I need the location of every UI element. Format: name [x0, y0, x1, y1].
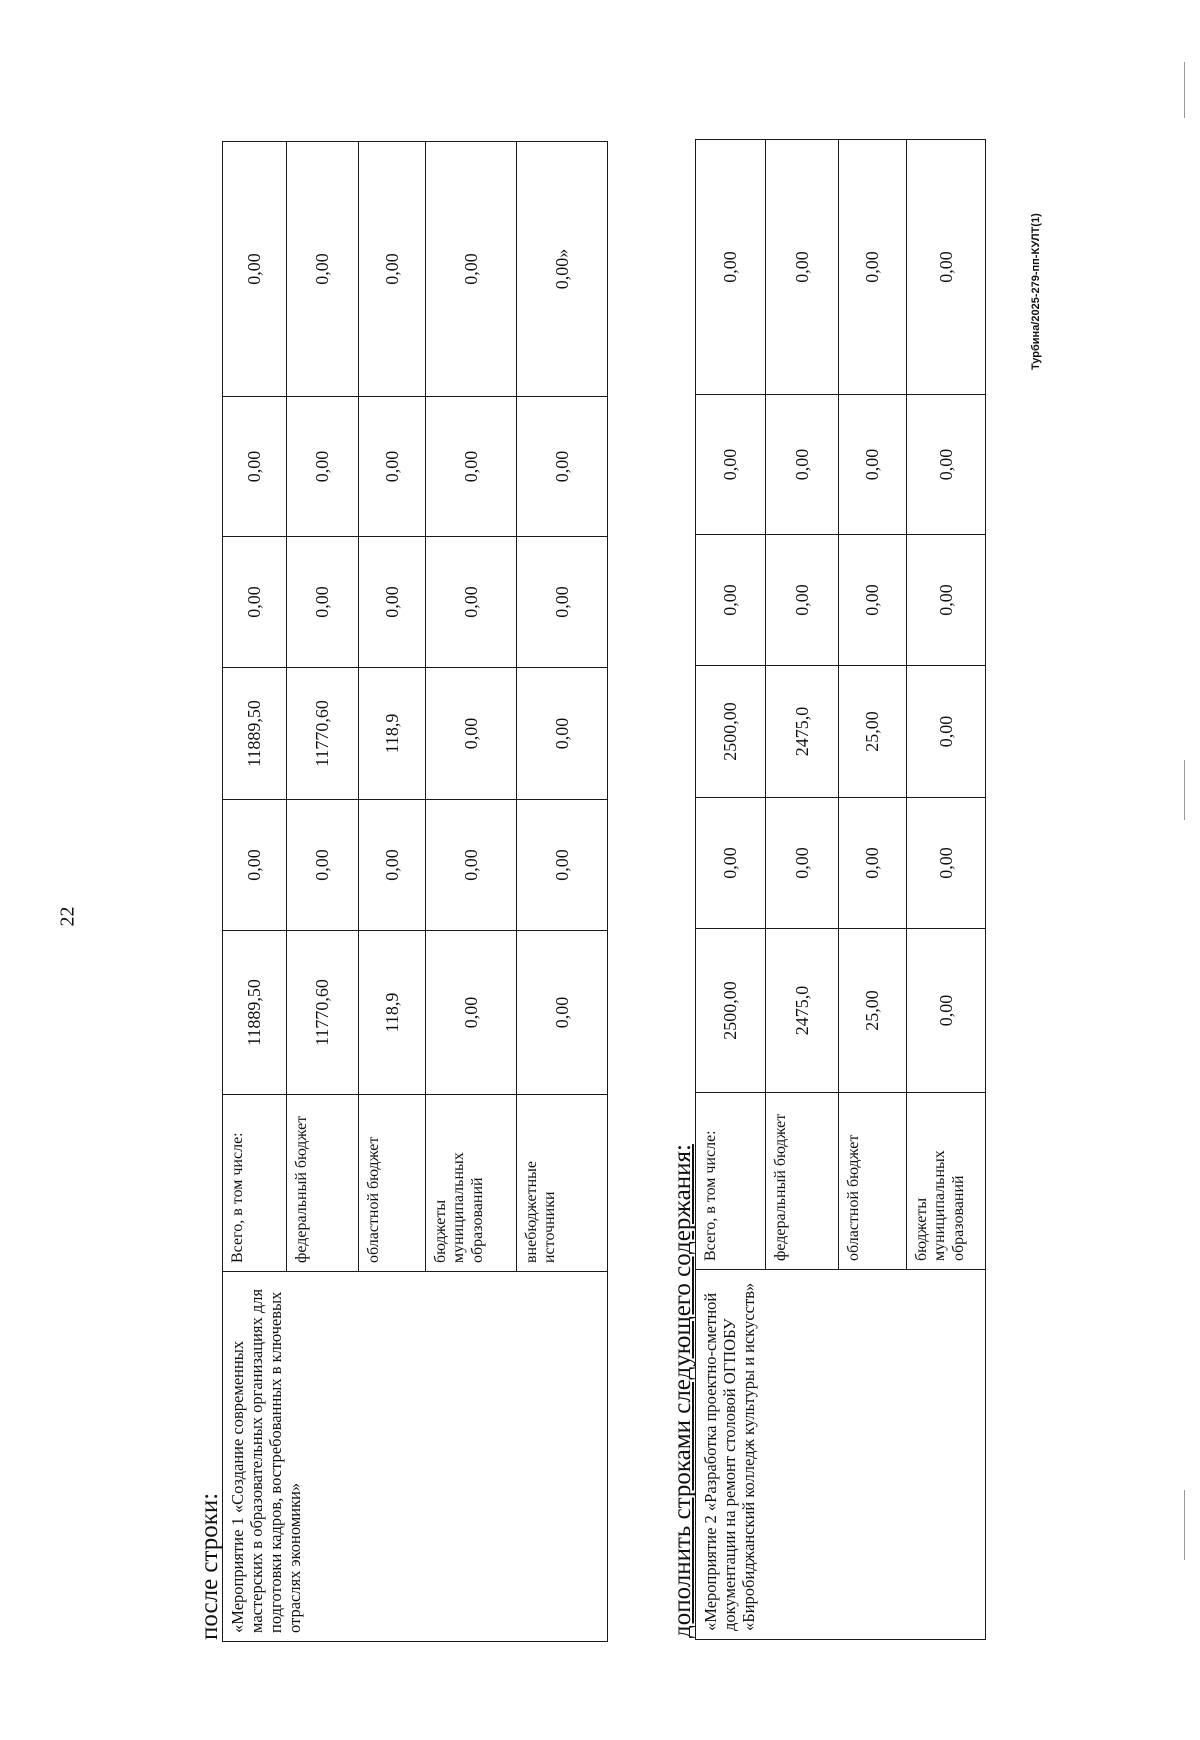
- caption-after-row: после строки:: [196, 1492, 223, 1640]
- funding-source-label: федеральный бюджет: [766, 1093, 839, 1270]
- caption-add-rows: дополнить строками следующего содержания:: [669, 1144, 696, 1638]
- table-activity-1: [222, 141, 608, 1642]
- value-cell: 0,00: [696, 798, 766, 929]
- value-cell: 0,00: [517, 800, 608, 931]
- value-cell: 118,9: [359, 931, 426, 1095]
- value-cell: 0,00: [287, 142, 359, 397]
- value-cell: 0,00: [839, 798, 907, 929]
- value-cell: 0,00: [517, 931, 608, 1095]
- value-cell: 2500,00: [696, 666, 766, 798]
- value-cell: 0,00: [517, 537, 608, 668]
- value-cell: 0,00: [696, 395, 766, 535]
- value-cell: 0,00: [287, 537, 359, 668]
- table-row: [223, 142, 287, 1642]
- value-cell: 0,00: [359, 397, 426, 537]
- value-cell: 0,00: [426, 931, 517, 1095]
- value-cell: 0,00: [426, 537, 517, 668]
- value-cell: 0,00: [223, 800, 287, 931]
- value-cell: 0,00: [839, 140, 907, 395]
- activity-name-cell: «Мероприятие 2 «Разработка проектно-сметной документации на ремонт столовой ОГПОБУ «Биробиджанский колледж культуры и искусств»: [696, 1270, 986, 1640]
- value-cell: 0,00: [517, 668, 608, 800]
- value-cell: 0,00: [287, 397, 359, 537]
- value-cell: 0,00: [839, 395, 907, 535]
- value-cell: 2475,0: [766, 929, 839, 1093]
- value-cell: 0,00: [839, 535, 907, 666]
- funding-source-label: областной бюджет: [839, 1093, 907, 1270]
- funding-source-label: Всего, в том числе:: [223, 1095, 287, 1272]
- value-cell: 0,00: [907, 140, 986, 395]
- funding-source-label: Всего, в том числе:: [696, 1093, 766, 1270]
- value-cell: 11889,50: [223, 668, 287, 800]
- value-cell: 0,00: [907, 798, 986, 929]
- value-cell: 0,00: [907, 929, 986, 1093]
- value-cell: 0,00: [426, 397, 517, 537]
- value-cell: 0,00: [359, 537, 426, 668]
- activity-name-cell: «Мероприятие 1 «Создание современных мастерских в образовательных организациях для подготовки кадров, востребованных в ключевых отраслях экономики»: [223, 1272, 608, 1642]
- funding-source-label: бюджеты муниципальных образований: [426, 1095, 517, 1272]
- value-cell: 118,9: [359, 668, 426, 800]
- funding-source-label: внебюджетные источники: [517, 1095, 608, 1272]
- value-cell: 0,00: [907, 535, 986, 666]
- funding-source-label: областной бюджет: [359, 1095, 426, 1272]
- value-cell: 11770,60: [287, 931, 359, 1095]
- value-cell: 0,00: [696, 535, 766, 666]
- value-cell: 0,00: [426, 142, 517, 397]
- table-row: [696, 140, 766, 1640]
- value-cell: 11889,50: [223, 931, 287, 1095]
- value-cell: 0,00: [287, 800, 359, 931]
- value-cell: 0,00: [766, 798, 839, 929]
- value-cell: 0,00: [766, 140, 839, 395]
- value-cell: 0,00: [766, 535, 839, 666]
- value-cell: 0,00»: [517, 142, 608, 397]
- value-cell: 0,00: [223, 397, 287, 537]
- scan-edge-mark: [1184, 760, 1185, 820]
- value-cell: 11770,60: [287, 668, 359, 800]
- table-activity-2: [695, 139, 986, 1640]
- page-number: 22: [56, 906, 79, 927]
- scan-edge-mark: [1184, 1490, 1185, 1560]
- value-cell: 25,00: [839, 666, 907, 798]
- value-cell: 25,00: [839, 929, 907, 1093]
- funding-source-label: федеральный бюджет: [287, 1095, 359, 1272]
- value-cell: 0,00: [223, 537, 287, 668]
- funding-source-label: бюджеты муниципальных образований: [907, 1093, 986, 1270]
- value-cell: 0,00: [907, 666, 986, 798]
- value-cell: 0,00: [426, 800, 517, 931]
- value-cell: 0,00: [223, 142, 287, 397]
- value-cell: 0,00: [517, 397, 608, 537]
- value-cell: 0,00: [359, 142, 426, 397]
- value-cell: 0,00: [359, 800, 426, 931]
- document-code: Турбина/2025-279-пп-КУЛТ(1): [1030, 213, 1042, 370]
- value-cell: 2475,0: [766, 666, 839, 798]
- value-cell: 0,00: [696, 140, 766, 395]
- scan-edge-mark: [1184, 62, 1185, 118]
- value-cell: 0,00: [426, 668, 517, 800]
- value-cell: 2500,00: [696, 929, 766, 1093]
- value-cell: 0,00: [766, 395, 839, 535]
- value-cell: 0,00: [907, 395, 986, 535]
